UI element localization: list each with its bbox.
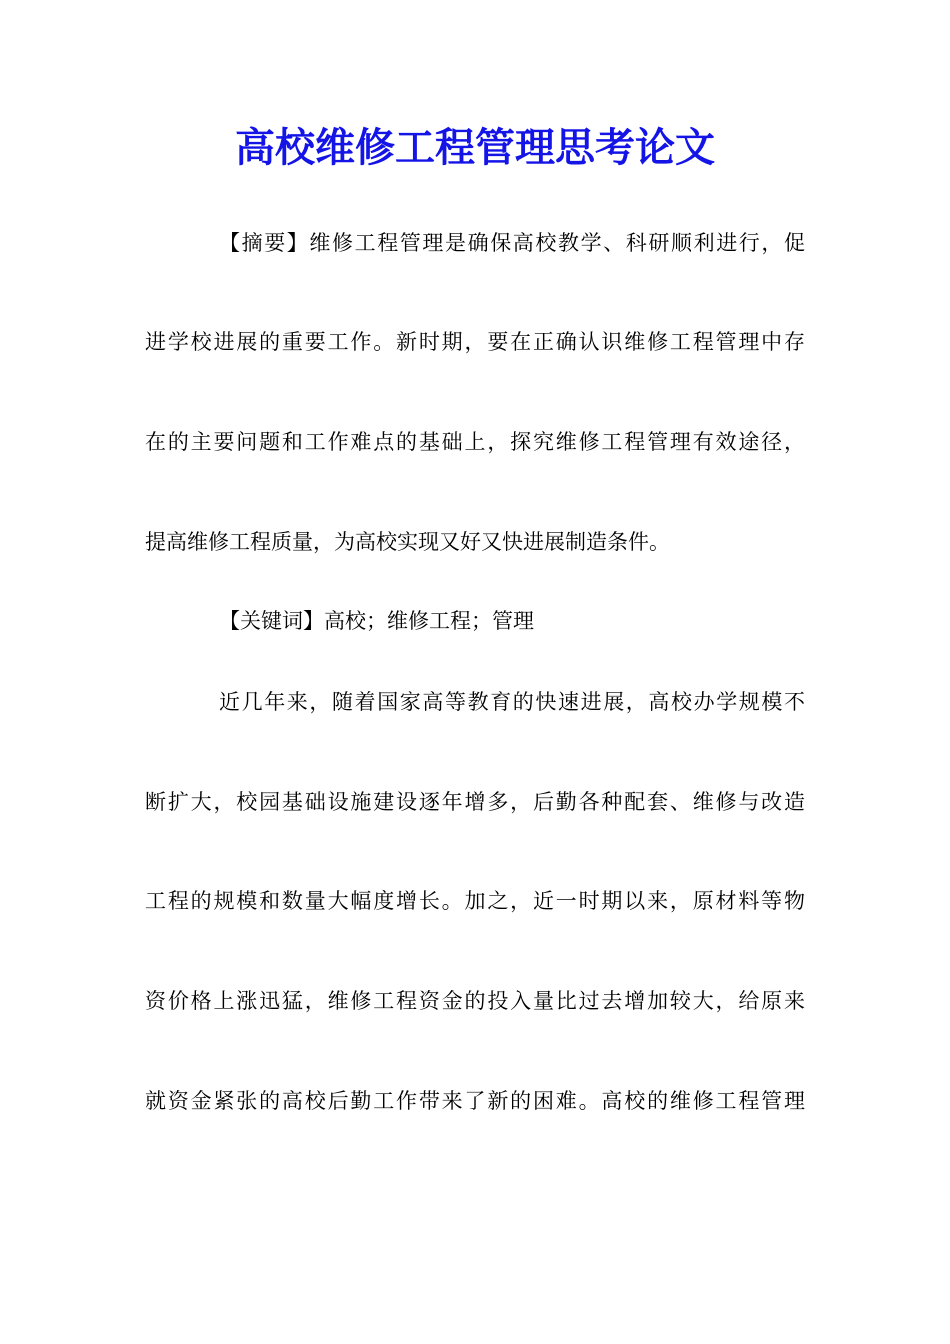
abstract-line-1: 【摘要】维修工程管理是确保高校教学、科研顺利进行，促 [219,231,805,255]
keywords-line: 【关键词】高校；维修工程；管理 [219,609,534,633]
abstract-line-4: 提高维修工程质量，为高校实现又好又快进展制造条件。 [145,530,670,554]
abstract-line-2: 进学校进展的重要工作。新时期，要在正确认识维修工程管理中存 [145,330,805,354]
body-line-3: 工程的规模和数量大幅度增长。加之，近一时期以来，原材料等物 [145,889,805,913]
document-title: 高校维修工程管理思考论文 [235,124,715,171]
body-line-5: 就资金紧张的高校后勤工作带来了新的困难。高校的维修工程管理 [145,1089,805,1113]
abstract-line-3: 在的主要问题和工作难点的基础上，探究维修工程管理有效途径， [145,430,805,454]
body-line-2: 断扩大，校园基础设施建设逐年增多，后勤各种配套、维修与改造 [145,790,805,814]
body-line-4: 资价格上涨迅猛，维修工程资金的投入量比过去增加较大，给原来 [145,989,805,1013]
body-line-1: 近几年来，随着国家高等教育的快速进展，高校办学规模不 [219,690,805,714]
